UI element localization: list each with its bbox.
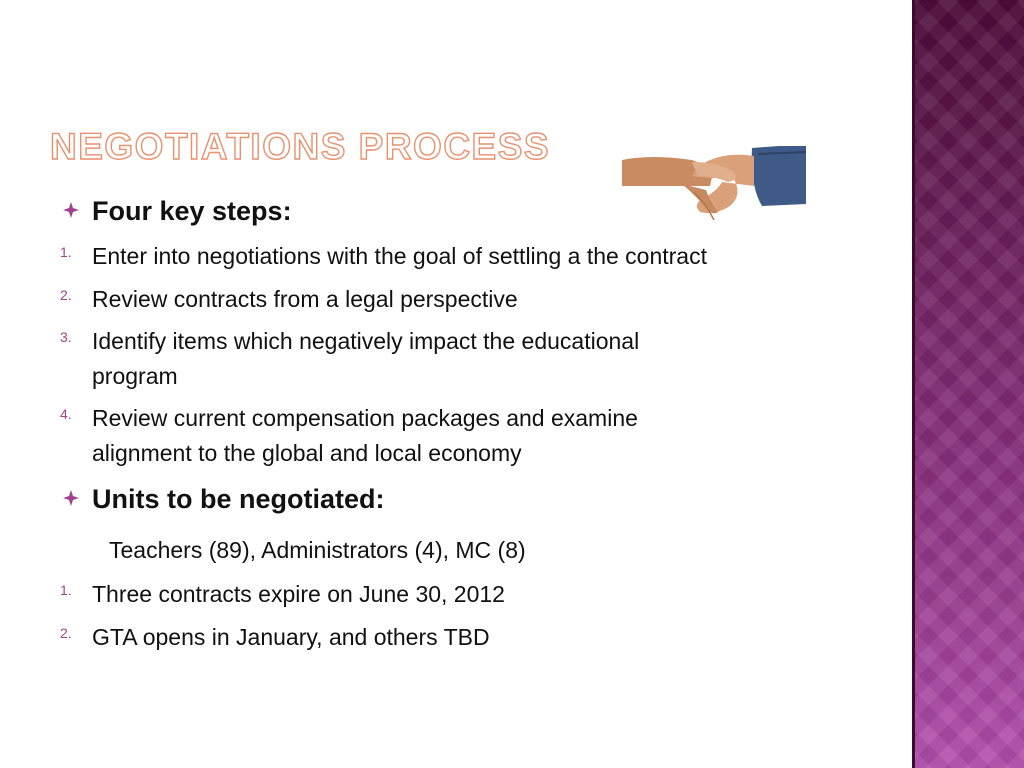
list-item-text: Enter into negotiations with the goal of settling a the contract xyxy=(92,243,707,269)
list-number: 2. xyxy=(60,287,72,303)
list-item-text: Three contracts expire on June 30, 2012 xyxy=(92,581,505,607)
list-item-text-continued: alignment to the global and local economy xyxy=(92,440,522,466)
list-item-text: Identify items which negatively impact the educational xyxy=(92,328,640,354)
list-number: 1. xyxy=(60,244,72,260)
list-number: 1. xyxy=(60,582,72,598)
list-item-text: GTA opens in January, and others TBD xyxy=(92,624,490,650)
list-item-text-continued: program xyxy=(92,363,178,389)
list-item-text: Review current compensation packages and examine xyxy=(92,405,638,431)
list-number: 3. xyxy=(60,329,72,345)
diamond-bullet-icon xyxy=(63,202,79,218)
diamond-bullet-icon xyxy=(63,490,79,506)
units-summary-text: Teachers (89), Administrators (4), MC (8) xyxy=(109,537,526,563)
list-number: 4. xyxy=(60,406,72,422)
list-item-text: Review contracts from a legal perspective xyxy=(92,286,518,312)
section-heading: Four key steps: xyxy=(92,196,292,226)
decorative-side-band xyxy=(912,0,1024,768)
section-heading: Units to be negotiated: xyxy=(92,484,385,514)
list-number: 2. xyxy=(60,625,72,641)
slide-title: NEGOTIATIONS PROCESS xyxy=(50,126,551,167)
